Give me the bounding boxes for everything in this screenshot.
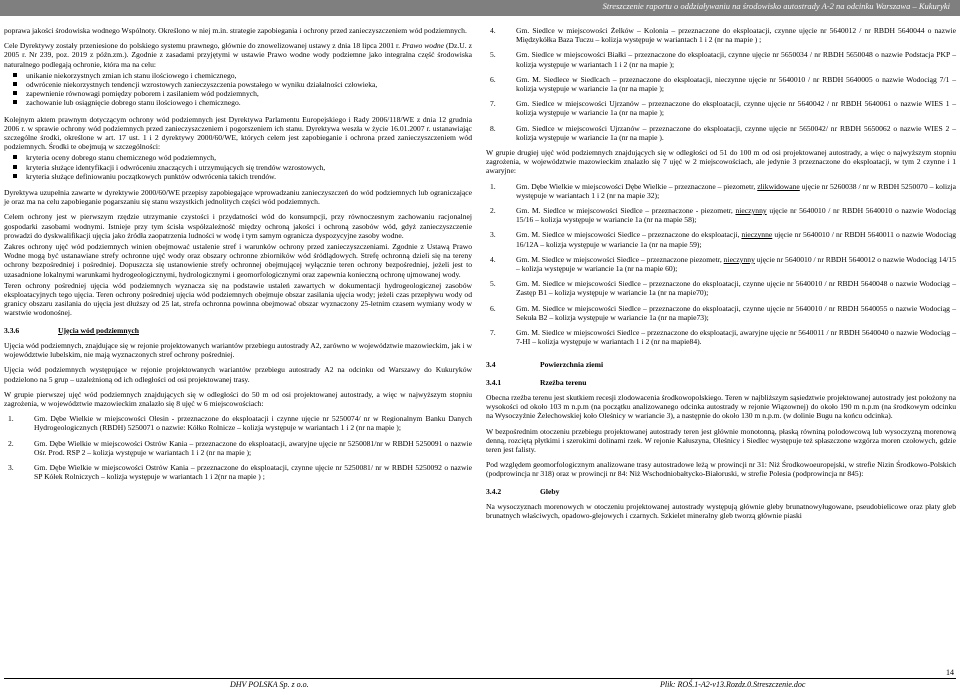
bullet-list (4, 153, 472, 181)
paragraph: Ujęcia wód podziemnych, znajdujące się w rejonie projektowanych wariantów przebiegu autostrady A2, zarówno w województwie mazowieckim, jak i w województwie lubelskim, nie mają wyznaczonych stref ochrony pośredniej. (4, 340, 472, 360)
section-number: 3.3.6 (4, 325, 20, 335)
footer-filename: Plik: ROŚ.1-A2-v13.Rozdz.0.Streszczenie.doc (660, 680, 806, 689)
paragraph: W bezpośrednim otoczeniu przebiegu projektowanej autostrady teren jest głównie monotonną, płaską równiną polodowcową lub wysoczyzną morenową denną, rozciętą płytkimi i szerokimi dolinami rzek. W rejonie Kałuszyna, Oleśnicy i Siedlec występuje też spłaszczone wzgórza moren czołowych, gdzie teren jest falisty. (486, 426, 956, 454)
section-heading (4, 326, 472, 335)
paragraph: Na wysoczyznach morenowych w otoczeniu projektowanej autostrady występują głównie gleby brunatnowyługowane, pseudobielicowe oraz płaty gleb brunatnych właściwych, opadowo-glejowych i czarnych. Szkielet mineralny gleb tworzą głównie piaski (486, 501, 956, 520)
list-item: 1. Gm. Dębe Wielkie w miejscowości Dębe Wielkie – przeznaczone – piezometr, zlikwidowane ujęcie nr 5260038 / nr w RBDH 5250070 – kolizja występuje w wariantach 1 i 2 (nr na mapie 32); (490, 181, 956, 200)
right-column (486, 26, 956, 526)
list-item: 8. Gm. Siedlce w miejscowości Ujrzanów – przeznaczone do eksploatacji, czynne ujęcie nr 5650042/ nr RBDH 5650062 o nazwie WIES 2 – kolizja występuje w wariancie 1a (nr na mapie ). (490, 123, 956, 142)
list-item: 4. Gm. M. Siedlce w miejscowości Siedlce – przeznaczone piezometr, nieczynny ujęcie nr 5640010 / nr RBDH 5640012 o nazwie Wodociąg 14/15 – kolizja występuje w wariancie 1a (nr na mapie 60); (490, 254, 956, 274)
section-title: Rzeźba terenu (540, 377, 587, 387)
list-item: 7. Gm. M. Siedlce w miejscowości Siedlce – przeznaczone do eksploatacji, awaryjne ujęcie nr 5640011 / nr RBDH 5640040 o nazwie Wodociąg – 7-HI – kolizja występuje w wariantach 1 i 2 (nr na mapie84). (490, 328, 956, 347)
list-item: 6. Gm. M. Siedlece w Siedlcach – przeznaczone do eksploatacji, nieczynne ujęcie nr 5640010 / nr RBDH 5640005 o nazwie Wodociąg 7/1 – kolizja występuje w wariancie 1a (nr na mapie ); (490, 74, 956, 94)
list-item: 3. Gm. Dębe Wielkie w miejscowości Ostrów Kania – przeznaczone do eksploatacji, czynne ujęcie nr 5250081/ nr w RBDH 5250092 o nazwie SP Kółek Rolniczych – kolizja występuje w wariantach 1 i 2(nr na mapie ) ; (8, 462, 472, 482)
list-item: 1. Gm. Dębe Wielkie w miejscowości Olesin - przeznaczone do eksploatacji i czynne ujęcie nr 5250074/ nr w Regionalnym Banku Danych Hydrogeologicznych (RBDH) 5250071 o nazwie: Kółko Rolnicze – kolizja występuje w wariantach 1 i 2 (nr na mapie ); (8, 414, 472, 433)
list-item: zapewnienie równowagi pomiędzy poborem i zasilaniem wód podziemnych, (26, 89, 472, 98)
paragraph: Cele Dyrektywy zostały przeniesione do polskiego systemu prawnego, głównie do znowelizowanej ustawy z dnia 18 lipca 2001 r. Prawo wodne (Dz.U. z 2005 r. Nr 239, poz. 2019 z późn.zm.). Zgodnie z zasadami przyjętymi w ustawie Prawo wodne wody podziemne jako integralna część środowiska naturalnego podlegają ochronie, która ma na celu: (4, 41, 473, 69)
numbered-list (486, 182, 956, 347)
numbered-list (486, 26, 956, 142)
paragraph: Pod względem geomorfologicznym analizowane trasy autostradowe leżą w prowincji nr 31: Niż Środkowoeuropejski, w strefie Nizin Środkowo-Polskich (podprowincja nr 318) oraz w prowincji nr 84: Niż Wschodniobałtycko-Białoruski, w strefie Polesia (podprowincja nr 845): (486, 460, 956, 479)
list-item: 3. Gm. M. Siedlce w miejscowości Siedlce – przeznaczone do eksploatacji, nieczynne ujęcie nr 5640010 / nr RBDH 5640011 o nazwie Wodociąg 16/12A – kolizja występuje w wariancie 1a (nr na mapie 59); (490, 230, 957, 249)
section-heading (486, 360, 956, 369)
paragraph: W grupie pierwszej ujęć wód podziemnych znajdujących się w odległości do 50 m od osi projektowanej autostrady, a więc w najwyższym stopniu zagrożenia, w województwie mazowieckim znalazło się 8 ujęć w 6 miejscowościach: (4, 389, 472, 408)
page-number: 14 (946, 668, 954, 677)
paragraph: Dyrektywa uzupełnia zawarte w dyrektywie 2000/60/WE przepisy zapobiegające wprowadzaniu zanieczyszczeń do wód podziemnych lub ograniczające je oraz ma na celu zapobieganie pogarszaniu się stanu wszystkich jednolitych części wód podziemnych. (4, 188, 472, 207)
paragraph: Zakres ochrony ujęć wód podziemnych winien obejmować ustalenie stref i warunków ochrony przed zanieczyszczeniami. Zgodnie z Ustawą Prawo Wodne mogą być ustanawiane strefy ochronne ujęć wody oraz obszary ochronne zbiorników wód śródlądowych. Strefę ochronną dzieli się na tereny ochrony bezpośredniej i pośredniej. Dopuszcza się ustanowienie strefy ochronnej obejmującej wyłącznie teren ochrony bezpośredniej, jeżeli jest to uzasadnione lokalnymi warunkami hydrogeologicznymi, hydrologicznymi i geomorfologicznymi oraz zapewnia konieczną ochronę ujmowanej wody. (4, 242, 472, 279)
subsection-heading (486, 378, 956, 387)
list-item: zachowanie lub osiągnięcie dobrego stanu ilościowego i chemicznego. (26, 98, 472, 107)
paragraph: poprawa jakości środowiska wodnego Wspólnoty. Określono w niej m.in. strategie zapobiegania i ochrony przed zanieczyszczeniem wód podziemnych. (4, 26, 467, 35)
section-number: 3.4 (486, 360, 496, 370)
list-item: kryteria oceny dobrego stanu chemicznego wód podziemnych, (26, 153, 472, 162)
list-item: 5. Gm. M. Siedlce w miejscowości Siedlce – przeznaczone do eksploatacji, czynne ujęcie nr 5640010 / nr RBDH 5640048 o nazwie Wodociąg – Zastęp B1 – kolizja występuje w wariancie 1a (nr na mapie70); (490, 279, 956, 298)
list-item: 7. Gm. Siedlce w miejscowości Ujrzanów – przeznaczone do eksploatacji, czynne ujęcie nr 5640042 / nr RBDH 5640061 o nazwie WIES 1 – kolizja występuje w wariancie 1a (nr na mapie ); (490, 99, 956, 118)
footer-divider (4, 678, 956, 679)
left-column (4, 26, 472, 487)
section-number: 3.4.1 (486, 377, 502, 387)
paragraph: W grupie drugiej ujęć wód podziemnych znajdujących się w odległości od 51 do 100 m od osi projektowanej autostrady, a więc o najwyższym stopniu zagrożenia, w województwie mazowieckim znalazło się 7 ujęć w 2 miejscowościach, ale jedynie 3 przeznaczone do eksploatacji, w tym 2 czynne i 1 awaryjne: (486, 148, 956, 176)
bullet-list (4, 71, 472, 108)
paragraph: Celem ochrony jest w pierwszym rzędzie utrzymanie czystości i przydatności wód do konsumpcji, przy równoczesnym zachowaniu racjonalnej gospodarki zasobami wodnymi. Istnieje przy tym ścisła współzależność między ochroną jakości i ochroną zasobów wód, gdyż zanieczyszczenie prowadzi do dyskwalifikacji ujęcia jako źródła zaopatrzenia ludności w wodę i tym samym ogranicza dyspozycyjne zasoby wodne. (4, 212, 472, 240)
numbered-list (4, 414, 472, 481)
list-item: unikanie niekorzystnych zmian ich stanu ilościowego i chemicznego, (26, 71, 472, 80)
list-item: 4. Gm. Siedlce w miejscowości Żelków – Kolonia – przeznaczone do eksploatacji, czynne ujęcie nr 5640012 / nr RBDH 5640044 o nazwie Międzykółka Baza Tuczu – kolizja występuje w wariantach 1 i 2 (nr na mapie ) ; (490, 26, 956, 45)
list-item: 2. Gm. Dębe Wielkie w miejscowości Ostrów Kania – przeznaczone do eksploatacji, awaryjne ujęcie nr 5250081/nr w RBDH 5250091 o nazwie Ośr. Prod. RSP 2 – kolizja występuje w wariantach 1 i 2 (nr na mapie ); (8, 438, 472, 457)
paragraph: Kolejnym aktem prawnym dotyczącym ochrony wód podziemnych jest Dyrektywa Parlamentu Europejskiego i Rady 2006/118/WE z dnia 12 grudnia 2006 r. w sprawie ochrony wód podziemnych przed zanieczyszczeniem i pogorszeniem ich stanu. Dyrektywa weszła w życie 16.01.2007 r. ustanawiając szczególne środki, określone w art. 17 ust. 1 i 2 dyrektywy 2000/60/WE, których celem jest zapobieganie i ochrona przed zanieczyszczeniem wód podziemnych. Środki te obejmują w szczególności: (4, 114, 472, 152)
list-item: 6. Gm. M. Siedlce w miejscowości Siedlce – przeznaczone do eksploatacji, czynne ujęcie nr 5640010 / nr RBDH 5640055 o nazwie Wodociąg – Sekuła B2 – kolizja występuje w wariancie 1a (nr na mapie73); (490, 303, 956, 322)
header-title: Streszczenie raportu o oddziaływaniu na środowisko autostrady A-2 na odcinku Warszawa – Kukuryki (602, 1, 950, 11)
header-bar (0, 0, 960, 16)
list-item: odwrócenie niekorzystnych tendencji wzrostowych zanieczyszczenia powstałego w wyniku działalności człowieka, (26, 80, 472, 89)
section-title: Powierzchnia ziemi (540, 360, 604, 370)
subsection-heading (486, 487, 956, 496)
list-item: 2. Gm. M. Siedlce w miejscowości Siedlce – przeznaczone - piezometr, nieczynny ujęcie nr 5640010 / nr RBDH 5640010 o nazwie Wodociąg 15/16 – kolizja występuje w wariancie 1a (nr na mapie 58); (490, 206, 956, 225)
law-title: Prawo wodne (402, 41, 445, 51)
footer-company: DHV POLSKA Sp. z o.o. (230, 680, 309, 689)
paragraph: Ujęcia wód podziemnych występujące w rejonie projektowanych wariantów przebiegu autostrady A2 na odcinku od Warszawy do Kukuryków podzielono na 5 grup – uzależnioną od ich odległości od osi projektowanej trasy. (4, 365, 472, 384)
paragraph: Obecna rzeźba terenu jest skutkiem recesji zlodowacenia środkowopolskiego. Teren w najbliższym sąsiedztwie projektowanej autostrady jest położony na wysokości od około 103 m n.p.m (na początku analizowanego odcinka autostrady w rejonie Wiązownej) do około 190 m n.p.m (na środkowym odcinku na Wysoczyźnie Żelechowskiej koło Oleśnicy w wariancie 3), a następnie do około 130 m n.p.m. (w dolinie Bugu na końcu odcinka). (486, 392, 956, 421)
section-title: Ujęcia wód podziemnych (58, 325, 139, 335)
section-title: Gleby (540, 486, 560, 496)
section-number: 3.4.2 (486, 486, 502, 496)
list-item: kryteria służące identyfikacji i odwróceniu znaczących i utrzymujących się trendów wzrostowych, (26, 163, 472, 172)
list-item: 5. Gm. Siedlce w miejscowości Białki – przeznaczone do eksploatacji, czynne ujęcie nr 5650034 / nr RBDH 5650048 o nazwie Podstacja PKP – kolizja występuje w wariantach 1 i 2 (nr na mapie ); (490, 50, 956, 69)
list-item: kryteria służące definiowaniu początkowych punktów odwrócenia takich trendów. (26, 172, 472, 181)
paragraph: Teren ochrony pośredniej ujęcia wód podziemnych wyznacza się na podstawie ustaleń zawartych w dokumentacji hydrogeologicznej zasobów eksploatacyjnych tego ujęcia. Teren ochrony pośredniej ujęcia wód podziemnych obejmuje obszar zasilania ujęcia wody; jeżeli czas przepływu wody od granicy obszaru zasilania do ujęcia jest dłuższy od 25 lat, strefa ochronna powinna obejmować obszar wyznaczony 25-letnim czasem wymiany wody w warstwie wodonośnej. (4, 280, 472, 318)
